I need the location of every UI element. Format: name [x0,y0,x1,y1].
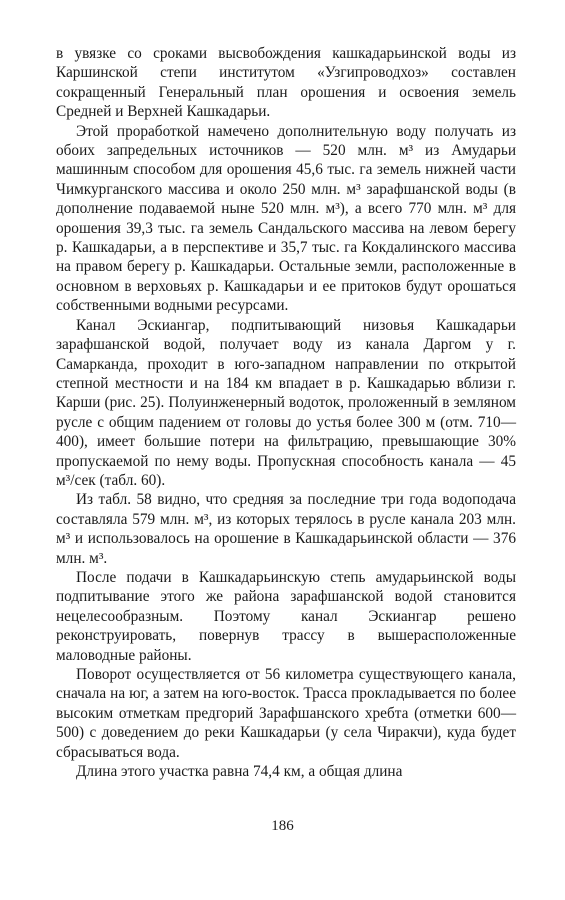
paragraph-7: Длина этого участка равна 74,4 км, а общая длина [76,763,403,781]
page-body [56,44,516,781]
page-number: 186 [271,818,294,834]
paragraph-3: Канал Эскиангар, подпитывающий низовья Кашкадарьи зарафшанской водой, получает воду из канала Даргом у г. Самарканда, проходит в юго-западном направлении по открытой степной местности и на 184 км впадает в р. Кашкадарью вблизи г. Карши (рис. 25). Полуинженерный водоток, проложенный в земляном русле с общим падением от головы до устья более 300 м (отм. 710—400), имеет большие потери на фильтрацию, превышающие 30% пропускаемой по нему воды. Пропускная способность канала — 45 м³/сек (табл. 60). [56,316,516,489]
paragraph-5: После подачи в Кашкадарьинскую степь амударьинской воды подпитывание этого же района зарафшанской водой становится нецелесообразным. Поэтому канал Эскиангар решено реконструировать, повернув трассу в вышерасположенные маловодные районы. [56,568,516,664]
paragraph-4: Из табл. 58 видно, что средняя за последние три года водоподача составляла 579 млн. м³, из которых терялось в русле канала 203 млн. м³ и использовалось на орошение в Кашкадарьинской области — 376 млн. м³. [56,491,516,567]
paragraph-6: Поворот осуществляется от 56 километра существующего канала, сначала на юг, а затем на юго-восток. Трасса прокладывается по более высоким отметкам предгорий Зарафшанского хребта (отметки 600—500) с доведением до реки Кашкадарьи (у села Чиракчи), куда будет сбрасываться вода. [56,666,516,761]
paragraph-1: в увязке со сроками высвобождения кашкадарьинской воды из Каршинской степи институтом «Узгипроводхоз» составлен сокращенный Генеральный план орошения и освоения земель Средней и Верхней Кашкадарьи. [56,45,516,121]
paragraph-2: Этой проработкой намечено дополнительную воду получать из обоих запредельных источников — 520 млн. м³ из Амударьи машинным способом для орошения 45,6 тыс. га земель нижней части Чимкурганского массива и около 250 млн. м³ зарафшанской воды (в дополнение подаваемой ныне 520 млн. м³), а всего 770 млн. м³ для орошения 39,3 тыс. га земель Сандальского массива на левом берегу р. Кашкадарьи, а в перспективе и 35,7 тыс. га Кокдалинского массива на правом берегу р. Кашкадарьи. Остальные земли, расположенные в основном в верховьях р. Кашкадарьи и ее притоков будут орошаться собственными водными ресурсами. [56,122,516,315]
